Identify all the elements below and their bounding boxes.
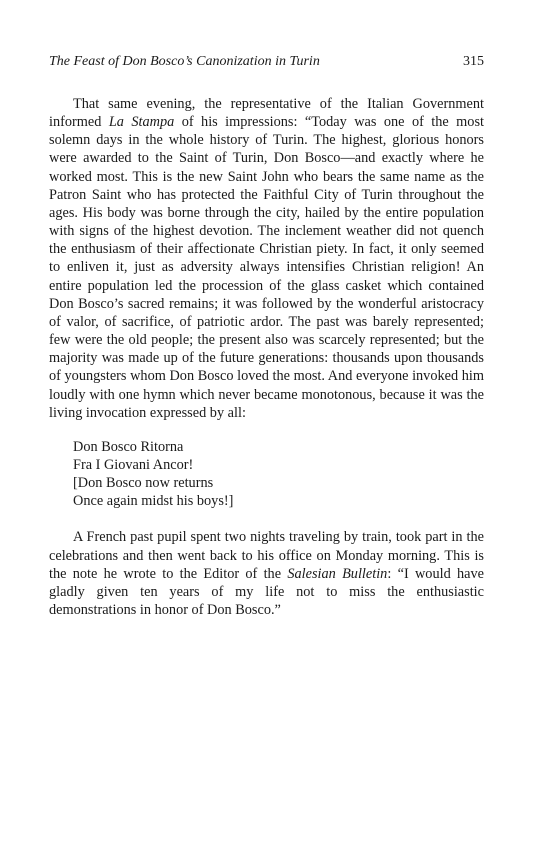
paragraph-1-text-b: of his impressions: “Today was one of the most solemn days in the whole history of Turin. The highest, glorious honors were awarded to the Saint of Turin, Don Bosco—and exactly where he worked most. This is the new Saint John who bears the same name as the Patron Saint who has protected the Faithful City of Turin throughout the ages. His body was borne through the city, hailed by the entire population with signs of the highest devotion. The inclement weather did not quench the enthusiasm of their affectionate Christian piety. In fact, it only seemed to enliven it, just as adversity always intensifies Christian religion! An entire population led the procession of the glass casket which contained Don Bosco’s sacred remains; it was followed by the wonderful aristocracy of valor, of sacrifice, of patriotic ardor. The past was barely represented; few were the old people; the present also was scarcely represented; but the majority was made up of the future generations: thousands upon thousands of youngsters whom Don Bosco loved the most. And everyone invoked him loudly with one hymn which never became monotonous, because it was the living invocation expressed by all: [49,114,484,421]
paragraph-2 [49,528,484,619]
running-head [49,53,484,71]
hymn-verse [73,438,484,511]
newspaper-title: La Stampa [108,114,175,131]
publication-title: Salesian Bulletin [287,565,388,582]
paragraph-1 [49,95,484,422]
paragraph-2-text-a: A French past pupil spent two nights traveling by train, took part in the celebrations and then went back to his office on Monday morning. This is the note he wrote to the Editor of the [49,529,484,582]
paragraph-1-text-a: That same evening, the representative of the Italian Government informed [49,96,484,131]
verse-line: Don Bosco Ritorna [73,438,184,455]
page-number: 315 [463,54,484,69]
body-text [49,95,484,619]
verse-line: Fra I Giovani Ancor! [73,456,194,473]
paragraph-2-text-b: : “I would have gladly given ten years of my life not to miss the enthusiastic demonstrations in honor of Don Bosco.” [49,565,484,619]
running-title: The Feast of Don Bosco’s Canonization in Turin [49,54,320,69]
verse-line: [Don Bosco now returns [73,475,214,492]
verse-line: Once again midst his boys!] [73,493,234,510]
